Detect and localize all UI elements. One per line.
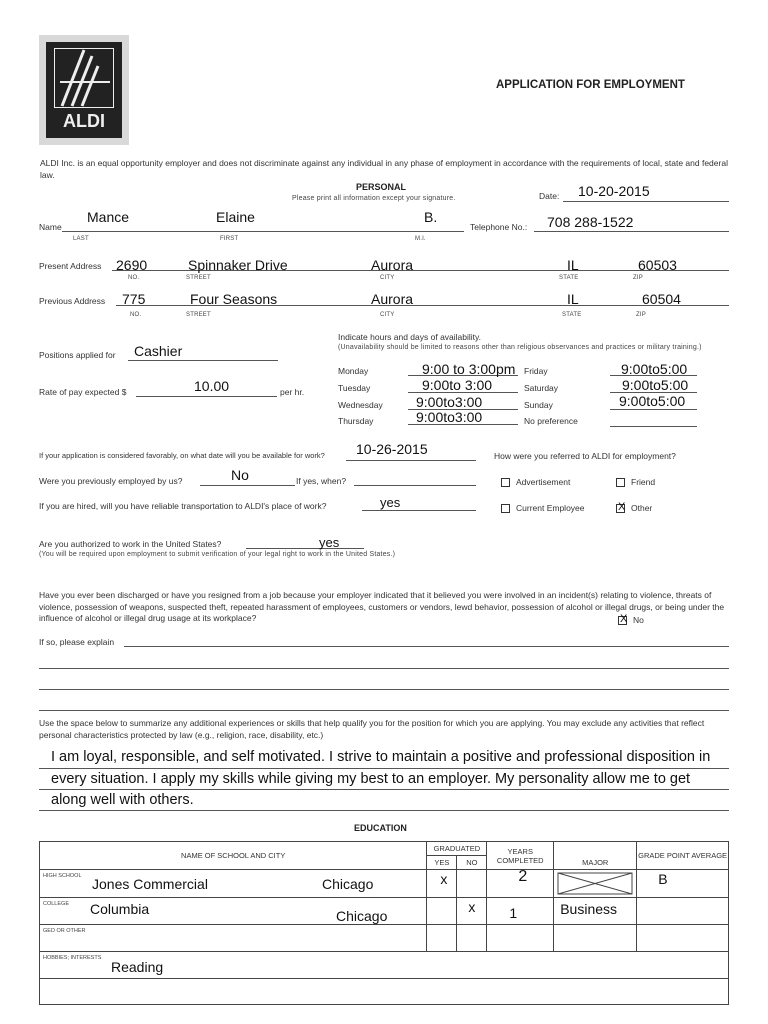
present-address-label: Present Address <box>39 261 102 271</box>
high-school-yes-cell[interactable] <box>427 870 457 898</box>
col-gpa-label: GRADE POINT AVERAGE <box>638 851 728 860</box>
table-row <box>40 870 729 898</box>
referral-label: How were you referred to ALDI for employment? <box>494 451 676 461</box>
high-school-city[interactable]: Chicago <box>322 876 374 892</box>
skills-line-3[interactable]: along well with others. <box>51 792 194 808</box>
logo-text: ALDI <box>63 111 105 131</box>
col-school-label: NAME OF SCHOOL AND CITY <box>181 851 286 860</box>
hobbies-label: HOBBIES; INTERESTS <box>43 955 102 961</box>
ged-cell[interactable] <box>40 925 427 952</box>
availability-heading: Indicate hours and days of availability. <box>338 332 482 342</box>
present-city-caption: CITY <box>380 275 395 281</box>
ged-label: GED OR OTHER <box>43 928 86 934</box>
if-yes-when-label: If yes, when? <box>296 476 347 486</box>
college-major-cell[interactable] <box>554 898 637 925</box>
wednesday-label: Wednesday <box>338 400 383 410</box>
authorized-field[interactable]: yes <box>319 535 340 550</box>
page-title: APPLICATION FOR EMPLOYMENT <box>496 79 685 91</box>
saturday-field[interactable]: 9:00to5:00 <box>622 377 689 393</box>
no-preference-label: No preference <box>524 416 578 426</box>
middle-initial-field[interactable]: B. <box>424 209 438 225</box>
table-row <box>40 952 729 979</box>
monday-field[interactable]: 9:00 to 3:00pm <box>422 361 516 377</box>
pay-label: Rate of pay expected $ <box>39 387 127 397</box>
other-label: Other <box>631 503 653 513</box>
present-zip-caption: ZIP <box>633 275 643 281</box>
present-state-caption: STATE <box>559 275 579 281</box>
high-school-yes[interactable]: x <box>440 871 448 887</box>
personal-heading: PERSONAL <box>356 182 407 192</box>
previous-street-field[interactable]: Four Seasons <box>190 291 278 307</box>
ged-years-cell[interactable] <box>487 925 554 952</box>
high-school-years[interactable]: 2 <box>518 868 528 885</box>
col-school-header <box>40 842 427 870</box>
college-no[interactable]: x <box>468 899 476 915</box>
friend-checkbox[interactable] <box>616 478 625 487</box>
ged-major-cell[interactable] <box>554 925 637 952</box>
previous-no-field[interactable]: 775 <box>122 291 146 307</box>
col-major-label: MAJOR <box>582 858 609 867</box>
education-heading: EDUCATION <box>354 823 407 833</box>
col-years-label: YEARS COMPLETED <box>496 846 544 865</box>
college-gpa-cell[interactable] <box>637 898 729 925</box>
college-city[interactable]: Chicago <box>336 908 388 924</box>
advertisement-checkbox[interactable] <box>501 478 510 487</box>
high-school-no-cell[interactable] <box>457 870 487 898</box>
first-caption: FIRST <box>220 236 239 242</box>
college-label: COLLEGE <box>43 901 69 907</box>
education-table <box>39 841 729 1005</box>
date-label: Date: <box>539 191 560 201</box>
col-no-label: NO <box>466 858 478 867</box>
col-gpa-header <box>637 842 729 870</box>
pay-field[interactable]: 10.00 <box>194 378 230 394</box>
thursday-field[interactable]: 9:00to3:00 <box>416 409 483 425</box>
present-street-field[interactable]: Spinnaker Drive <box>188 257 288 273</box>
friend-label: Friend <box>631 477 656 487</box>
high-school-years-cell[interactable] <box>487 870 554 898</box>
previous-zip-field[interactable]: 60504 <box>642 291 681 307</box>
aldi-logo <box>39 35 129 145</box>
major-na-cross-icon <box>554 870 636 897</box>
availability-note: (Unavailability should be limited to reasons other than religious observances and practices or military training.) <box>338 344 702 351</box>
referral-other[interactable] <box>616 503 652 513</box>
name-label: Name <box>39 222 62 232</box>
high-school-cell[interactable] <box>40 870 427 898</box>
table-row <box>40 979 729 1005</box>
previous-street-caption: STREET <box>186 312 211 318</box>
saturday-label: Saturday <box>524 383 559 393</box>
mi-caption: M.I. <box>415 236 426 242</box>
pay-suffix: per hr. <box>280 387 305 397</box>
discharged-no[interactable] <box>618 615 644 625</box>
col-years-header <box>487 842 554 870</box>
previous-state-field[interactable]: IL <box>567 291 579 307</box>
current-employee-label: Current Employee <box>516 503 585 513</box>
col-major-header <box>554 842 637 870</box>
ged-yes-cell[interactable] <box>427 925 457 952</box>
sunday-field[interactable]: 9:00to5:00 <box>619 393 686 409</box>
personal-note: Please print all information except your signature. <box>292 195 456 202</box>
discharged-question: Have you ever been discharged or have you resigned from a job because your employer indicated that it believed you were involved in an incident(s) relating to violence, threats of violence, possession of weapons, suspected theft, repeated harassment of employees, customers or vendors, lewd behavior, possession of alcohol or illegal drugs, or being under the influence of alcohol or illegal drug usage at its workplace? <box>39 590 725 623</box>
ged-gpa-cell[interactable] <box>637 925 729 952</box>
telephone-label: Telephone No.: <box>470 222 528 232</box>
high-school-gpa[interactable]: B <box>658 871 668 887</box>
present-no-field[interactable]: 2690 <box>116 257 148 273</box>
tuesday-field[interactable]: 9:00to 3:00 <box>422 377 493 393</box>
previously-employed-field[interactable]: No <box>231 467 249 483</box>
college-cell[interactable] <box>40 898 427 925</box>
present-state-field[interactable]: IL <box>567 257 579 273</box>
col-yes-header <box>427 856 457 870</box>
table-row <box>40 925 729 952</box>
present-city-field[interactable]: Aurora <box>371 257 414 273</box>
transportation-field[interactable]: yes <box>380 495 401 510</box>
tuesday-label: Tuesday <box>338 383 371 393</box>
previous-state-caption: STATE <box>562 312 582 318</box>
referral-advertisement[interactable] <box>501 477 570 487</box>
previous-city-field[interactable]: Aurora <box>371 291 414 307</box>
monday-label: Monday <box>338 366 369 376</box>
present-street-caption: STREET <box>186 275 211 281</box>
col-yes-label: YES <box>434 858 450 867</box>
previous-city-caption: CITY <box>380 312 395 318</box>
previous-zip-caption: ZIP <box>636 312 646 318</box>
first-name-field[interactable]: Elaine <box>216 209 255 225</box>
high-school-gpa-cell[interactable] <box>637 870 729 898</box>
skills-instructions: Use the space below to summarize any additional experiences or skills that help qualify you for the position for which you are applying. You may exclude any activities that reflect personal characteristics protected by law (e.g., religion, race, disability, etc.) <box>39 718 705 740</box>
skills-line-1[interactable]: I am loyal, responsible, and self motivated. I strive to maintain a positive and professional disposition in <box>51 749 711 765</box>
college-no-cell[interactable] <box>457 898 487 925</box>
transportation-label: If you are hired, will you have reliable transportation to ALDI's place of work? <box>39 501 327 511</box>
col-graduated-header <box>427 842 487 856</box>
college-years[interactable]: 1 <box>509 905 518 921</box>
high-school-name[interactable]: Jones Commercial <box>92 876 208 892</box>
start-date-label: If your application is considered favorably, on what date will you be available for work? <box>39 451 325 460</box>
present-no-caption: NO. <box>128 275 140 281</box>
college-yes-cell[interactable] <box>427 898 457 925</box>
present-zip-field[interactable]: 60503 <box>638 257 677 273</box>
logo-stripes-icon <box>54 48 114 108</box>
previous-no-caption: NO. <box>130 312 142 318</box>
authorized-label: Are you authorized to work in the United States? <box>39 539 222 549</box>
other-checkbox[interactable] <box>616 501 626 514</box>
current-employee-checkbox[interactable] <box>501 504 510 513</box>
advertisement-label: Advertisement <box>516 477 571 487</box>
discharged-check-mark: X <box>620 613 628 626</box>
start-date-field[interactable]: 10-26-2015 <box>356 441 428 457</box>
ged-no-cell[interactable] <box>457 925 487 952</box>
thursday-label: Thursday <box>338 416 374 426</box>
intro-text: ALDI Inc. is an equal opportunity employer and does not discriminate against any individual in any phase of employment in accordance with the requirements of local, state and federal law. <box>40 158 728 180</box>
hobbies-field[interactable]: Reading <box>111 959 164 975</box>
previous-address-label: Previous Address <box>39 296 106 306</box>
previously-employed-label: Were you previously employed by us? <box>39 476 183 486</box>
wednesday-field[interactable]: 9:00to3:00 <box>416 394 483 410</box>
friday-label: Friday <box>524 366 548 376</box>
telephone-field[interactable]: 708 288-1522 <box>547 214 634 230</box>
other-check-mark: X <box>618 501 626 514</box>
col-graduated-label: GRADUATED <box>433 844 481 853</box>
col-no-header <box>457 856 487 870</box>
skills-line-2[interactable]: every situation. I apply my skills while giving my best to an employer. My personality allow me to get <box>51 771 691 787</box>
referral-friend[interactable] <box>616 477 655 487</box>
position-field[interactable]: Cashier <box>134 343 183 359</box>
table-row <box>40 898 729 925</box>
college-years-cell[interactable] <box>487 898 554 925</box>
hobbies-cell[interactable] <box>40 952 729 979</box>
referral-current-employee[interactable] <box>501 503 585 513</box>
last-name-field[interactable]: Mance <box>87 209 130 225</box>
discharged-no-checkbox[interactable] <box>618 613 628 626</box>
blank-row-cell[interactable] <box>40 979 729 1005</box>
college-major[interactable]: Business <box>560 901 618 917</box>
high-school-label: HIGH SCHOOL <box>43 873 82 879</box>
last-caption: LAST <box>73 236 89 242</box>
position-label: Positions applied for <box>39 350 116 360</box>
friday-field[interactable]: 9:00to5:00 <box>621 361 688 377</box>
college-name[interactable]: Columbia <box>90 901 150 917</box>
discharged-no-label: No <box>633 615 644 625</box>
sunday-label: Sunday <box>524 400 553 410</box>
authorized-note: (You will be required upon employment to submit verification of your legal right to work in the United States.) <box>39 551 396 558</box>
explain-label: If so, please explain <box>39 637 115 647</box>
high-school-major-cell <box>554 870 637 898</box>
date-field[interactable]: 10-20-2015 <box>578 183 650 199</box>
